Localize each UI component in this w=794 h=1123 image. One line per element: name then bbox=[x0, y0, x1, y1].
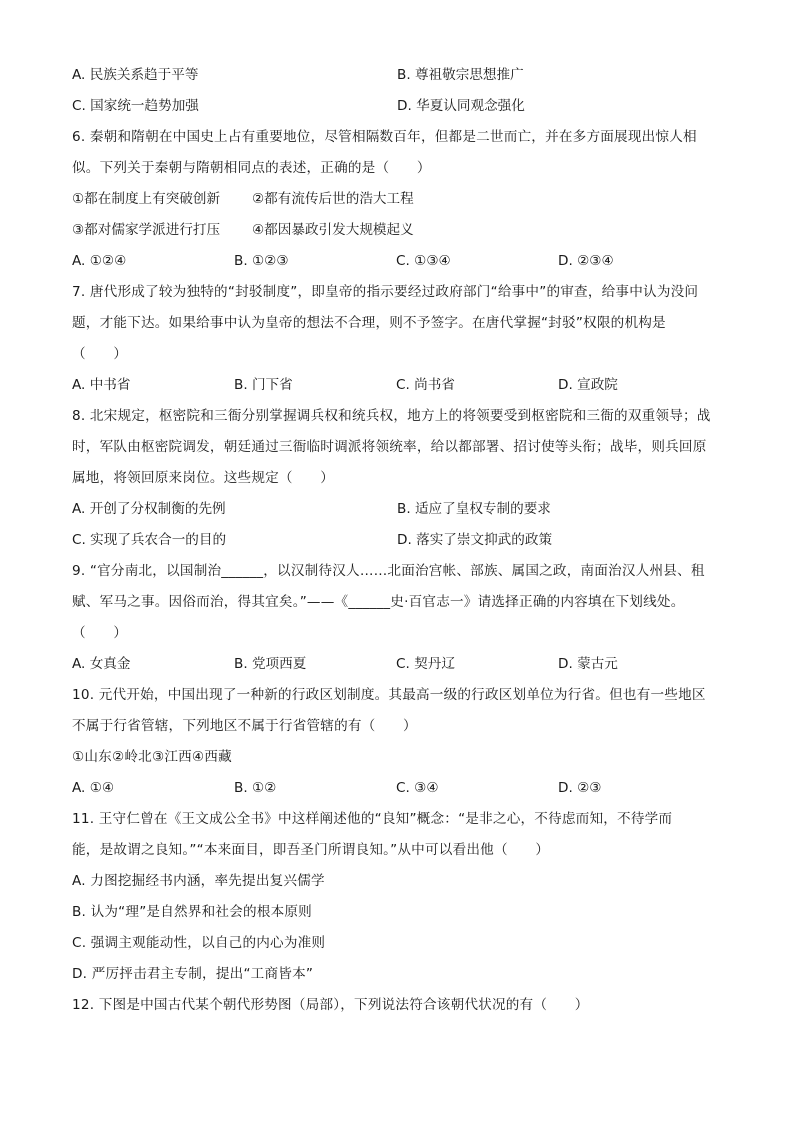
q7-stem-line-1: 7. 唐代形成了较为独特的“封驳制度”，即皇帝的指示要经过政府部门“给事中”的审查，给事中认为没问 bbox=[72, 284, 699, 300]
q12-stem-line-1: 12. 下图是中国古代某个朝代形势图（局部），下列说法符合该朝代状况的有（ ） bbox=[72, 997, 589, 1013]
q10-options-row bbox=[72, 773, 722, 804]
q6-option-a[interactable]: A. ①②④ bbox=[72, 253, 127, 269]
q7-stem-line-2: 题，才能下达。如果给事中认为皇帝的想法不合理，则不予签字。在唐代掌握“封驳”权限的机构是 bbox=[72, 315, 666, 331]
q8-options-row-2 bbox=[72, 525, 722, 556]
q11-option-d[interactable]: D. 严厉抨击君主专制，提出“工商皆本” bbox=[72, 966, 314, 982]
q11-option-a[interactable]: A. 力图挖掘经书内涵，率先提出复兴儒学 bbox=[72, 873, 325, 889]
q6-items-row-2 bbox=[72, 215, 722, 246]
q6-options-row bbox=[72, 246, 722, 277]
q6-option-b[interactable]: B. ①②③ bbox=[234, 253, 289, 269]
q6-option-c[interactable]: C. ①③④ bbox=[396, 253, 451, 269]
q5-option-a[interactable]: A. 民族关系趋于平等 bbox=[72, 67, 199, 83]
q9-option-c[interactable]: C. 契丹辽 bbox=[396, 656, 455, 672]
q11-stem-line-1: 11. 王守仁曾在《王文成公全书》中这样阐述他的“良知”概念：“是非之心，不待虑而知，不待学而 bbox=[72, 811, 673, 827]
q10-stem-line-2: 不属于行省管辖，下列地区不属于行省管辖的有（ ） bbox=[72, 718, 417, 734]
q6-stem-line-2: 似。下列关于秦朝与隋朝相同点的表述，正确的是（ ） bbox=[72, 160, 431, 176]
q8-option-b[interactable]: B. 适应了皇权专制的要求 bbox=[397, 501, 551, 517]
q6-item-4: ④都因暴政引发大规模起义 bbox=[252, 222, 414, 238]
q9-stem-line-2: 赋、军马之事。因俗而治，得其宜矣。”——《______史·百官志一》请选择正确的内容填在下划线处。 bbox=[72, 594, 685, 610]
q8-stem-line-2: 时，军队由枢密院调发，朝廷通过三衙临时调派将领统率，给以都部署、招讨使等头衔；战毕，则兵回原 bbox=[72, 439, 707, 455]
q8-option-d[interactable]: D. 落实了崇文抑武的政策 bbox=[397, 532, 553, 548]
q7-stem-line-3: （ ） bbox=[72, 346, 128, 362]
q7-option-b[interactable]: B. 门下省 bbox=[234, 377, 293, 393]
q7-option-a[interactable]: A. 中书省 bbox=[72, 377, 131, 393]
q6-item-1: ①都在制度上有突破创新 bbox=[72, 191, 221, 207]
q9-option-d[interactable]: D. 蒙古元 bbox=[558, 656, 618, 672]
q6-items-row-1 bbox=[72, 184, 722, 215]
q9-stem-line-1: 9. “官分南北，以国制治______，以汉制待汉人……北面治宫帐、部族、属国之政，南面治汉人州县、租 bbox=[72, 563, 705, 579]
q8-stem-line-1: 8. 北宋规定，枢密院和三衙分别掌握调兵权和统兵权，地方上的将领要受到枢密院和三衙的双重领导；战 bbox=[72, 408, 711, 424]
q9-options-row bbox=[72, 649, 722, 680]
q7-options-row bbox=[72, 370, 722, 401]
q8-options-row-1 bbox=[72, 494, 722, 525]
q8-option-c[interactable]: C. 实现了兵农合一的目的 bbox=[72, 532, 227, 548]
q9-option-a[interactable]: A. 女真金 bbox=[72, 656, 131, 672]
q10-option-a[interactable]: A. ①④ bbox=[72, 780, 115, 796]
q11-stem-line-2: 能，是故谓之良知。”“本来面目，即吾圣门所谓良知。”从中可以看出他（ ） bbox=[72, 842, 550, 858]
q6-stem-line-1: 6. 秦朝和隋朝在中国史上占有重要地位，尽管相隔数百年，但都是二世而亡，并在多方面展现出惊人相 bbox=[72, 129, 697, 145]
q11-option-b[interactable]: B. 认为“理”是自然界和社会的根本原则 bbox=[72, 904, 312, 920]
q10-items: ①山东②岭北③江西④西藏 bbox=[72, 749, 232, 765]
q10-option-b[interactable]: B. ①② bbox=[234, 780, 277, 796]
q7-option-d[interactable]: D. 宣政院 bbox=[558, 377, 618, 393]
exam-page bbox=[72, 60, 722, 1021]
q5-option-b[interactable]: B. 尊祖敬宗思想推广 bbox=[397, 67, 524, 83]
q5-options-row-2 bbox=[72, 91, 722, 122]
q10-stem-line-1: 10. 元代开始，中国出现了一种新的行政区划制度。其最高一级的行政区划单位为行省。但也有一些地区 bbox=[72, 687, 706, 703]
q10-option-d[interactable]: D. ②③ bbox=[558, 780, 602, 796]
q10-option-c[interactable]: C. ③④ bbox=[396, 780, 439, 796]
q8-option-a[interactable]: A. 开创了分权制衡的先例 bbox=[72, 501, 226, 517]
q11-option-c[interactable]: C. 强调主观能动性，以自己的内心为准则 bbox=[72, 935, 326, 951]
q6-option-d[interactable]: D. ②③④ bbox=[558, 253, 614, 269]
q5-options-row-1 bbox=[72, 60, 722, 91]
q9-stem-line-3: （ ） bbox=[72, 625, 128, 641]
q5-option-c[interactable]: C. 国家统一趋势加强 bbox=[72, 98, 199, 114]
q6-item-2: ②都有流传后世的浩大工程 bbox=[252, 191, 414, 207]
q7-option-c[interactable]: C. 尚书省 bbox=[396, 377, 455, 393]
q8-stem-line-3: 属地，将领回原来岗位。这些规定（ ） bbox=[72, 470, 335, 486]
q6-item-3: ③都对儒家学派进行打压 bbox=[72, 222, 221, 238]
q9-option-b[interactable]: B. 党项西夏 bbox=[234, 656, 307, 672]
q5-option-d[interactable]: D. 华夏认同观念强化 bbox=[397, 98, 525, 114]
